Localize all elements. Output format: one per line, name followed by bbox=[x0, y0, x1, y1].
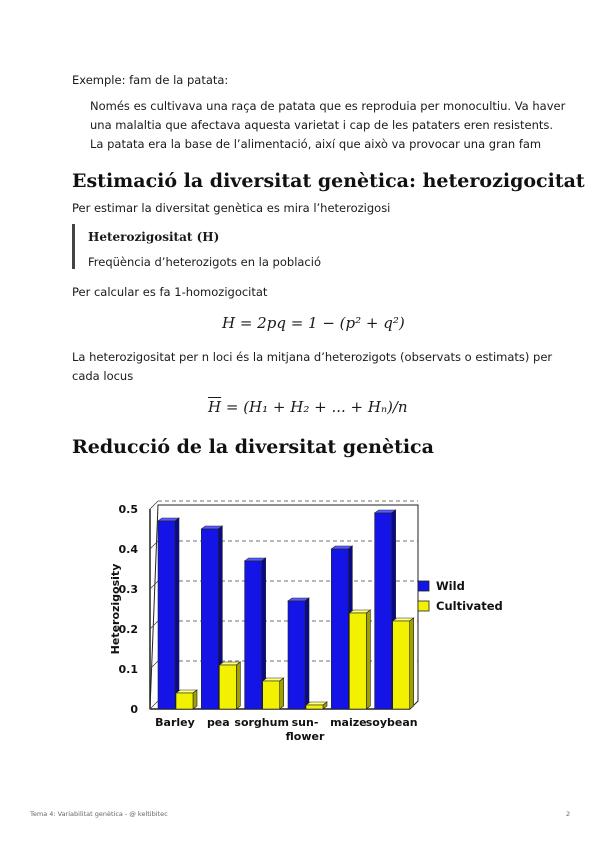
bar-wild bbox=[201, 529, 218, 709]
legend-swatch-wild bbox=[418, 581, 429, 591]
page-number: 2 bbox=[566, 810, 571, 818]
legend-label-cultivated: Cultivated bbox=[436, 599, 503, 613]
section-heading-heterozygosity: Estimació la diversitat genètica: heterozigocitat bbox=[72, 170, 585, 192]
gridline-side bbox=[150, 501, 158, 509]
gridline-side bbox=[150, 701, 158, 709]
bar-cultivated bbox=[176, 693, 193, 709]
bar-side bbox=[236, 662, 240, 709]
y-tick-label: 0 bbox=[130, 703, 138, 716]
heterozygosity-bar-chart bbox=[100, 485, 520, 750]
definition-body: Freqüència d’heterozigots en la població bbox=[88, 255, 321, 269]
bar-side bbox=[175, 518, 179, 709]
intro-paragraph: Per estimar la diversitat genètica es mira l’heterozigosi bbox=[72, 201, 391, 215]
formula-mean-heterozygosity bbox=[208, 398, 408, 416]
x-tick-label: sorghum bbox=[234, 716, 289, 729]
formula-h-bar: $\overline{H}$ bbox=[208, 398, 222, 416]
bar-wild bbox=[375, 513, 392, 709]
quote-line: La patata era la base de l’alimentació, així que això va provocar una gran fam bbox=[90, 137, 542, 151]
x-tick-label: maize bbox=[330, 716, 367, 729]
gridline-side bbox=[150, 581, 158, 589]
bar-wild bbox=[288, 601, 305, 709]
y-tick-label: 0.1 bbox=[118, 663, 138, 676]
bar-wild bbox=[158, 521, 175, 709]
quote-line: Només es cultivava una raça de patata que es reproduia per monocultiu. Va haver bbox=[90, 99, 566, 113]
bar-wild bbox=[331, 549, 348, 709]
bar-cultivated bbox=[219, 665, 236, 709]
bar-side bbox=[410, 618, 414, 709]
quote-line: una malaltia que afectava aquesta varietat i cap de les pataters eren resistents. bbox=[90, 118, 554, 132]
loci-paragraph-line1: La heterozigositat per n loci és la mitjana d’heterozigots (observats o estimats) per bbox=[72, 350, 553, 364]
x-tick-label: Barley bbox=[155, 716, 195, 729]
legend-swatch-cultivated bbox=[418, 601, 429, 611]
bar-side bbox=[193, 690, 197, 709]
bar-cultivated bbox=[349, 613, 366, 709]
definition-title: Heterozigositat (H) bbox=[88, 230, 220, 244]
gridline-side bbox=[150, 621, 158, 629]
bar-side bbox=[366, 610, 370, 709]
section-heading-reduction: Reducció de la diversitat genètica bbox=[72, 436, 434, 458]
loci-paragraph-line2: cada locus bbox=[72, 369, 134, 383]
gridline-side bbox=[150, 661, 158, 669]
bar-side bbox=[305, 598, 309, 709]
bar-cultivated bbox=[306, 705, 323, 709]
y-tick-label: 0.3 bbox=[118, 583, 138, 596]
bar-cultivated bbox=[263, 681, 280, 709]
x-tick-label: sun- bbox=[291, 716, 319, 729]
example-quote bbox=[90, 97, 566, 154]
calc-paragraph: Per calcular es fa 1-homozigocitat bbox=[72, 285, 268, 299]
legend-label-wild: Wild bbox=[436, 579, 465, 593]
y-axis-label: Heterozigosity bbox=[109, 563, 122, 655]
formula-heterozygosity: H = 2pq = 1 − (p² + q²) bbox=[222, 314, 405, 332]
footer-text: Tema 4: Variabilitat genètica - @ keltibitec bbox=[30, 810, 168, 818]
example-label: Exemple: fam de la patata: bbox=[72, 73, 229, 87]
bar-side bbox=[280, 678, 284, 709]
x-tick-label: pea bbox=[206, 716, 230, 729]
y-tick-label: 0.4 bbox=[118, 543, 138, 556]
y-tick-label: 0.2 bbox=[118, 623, 138, 636]
x-tick-label: soybean bbox=[365, 716, 418, 729]
definition-box bbox=[72, 224, 321, 269]
x-tick-label: flower bbox=[285, 730, 325, 743]
y-tick-label: 0.5 bbox=[118, 503, 138, 516]
bar-wild bbox=[245, 561, 262, 709]
formula-mean-rest: = (H₁ + H₂ + ... + Hₙ)/n bbox=[221, 398, 408, 416]
bar-cultivated bbox=[393, 621, 410, 709]
